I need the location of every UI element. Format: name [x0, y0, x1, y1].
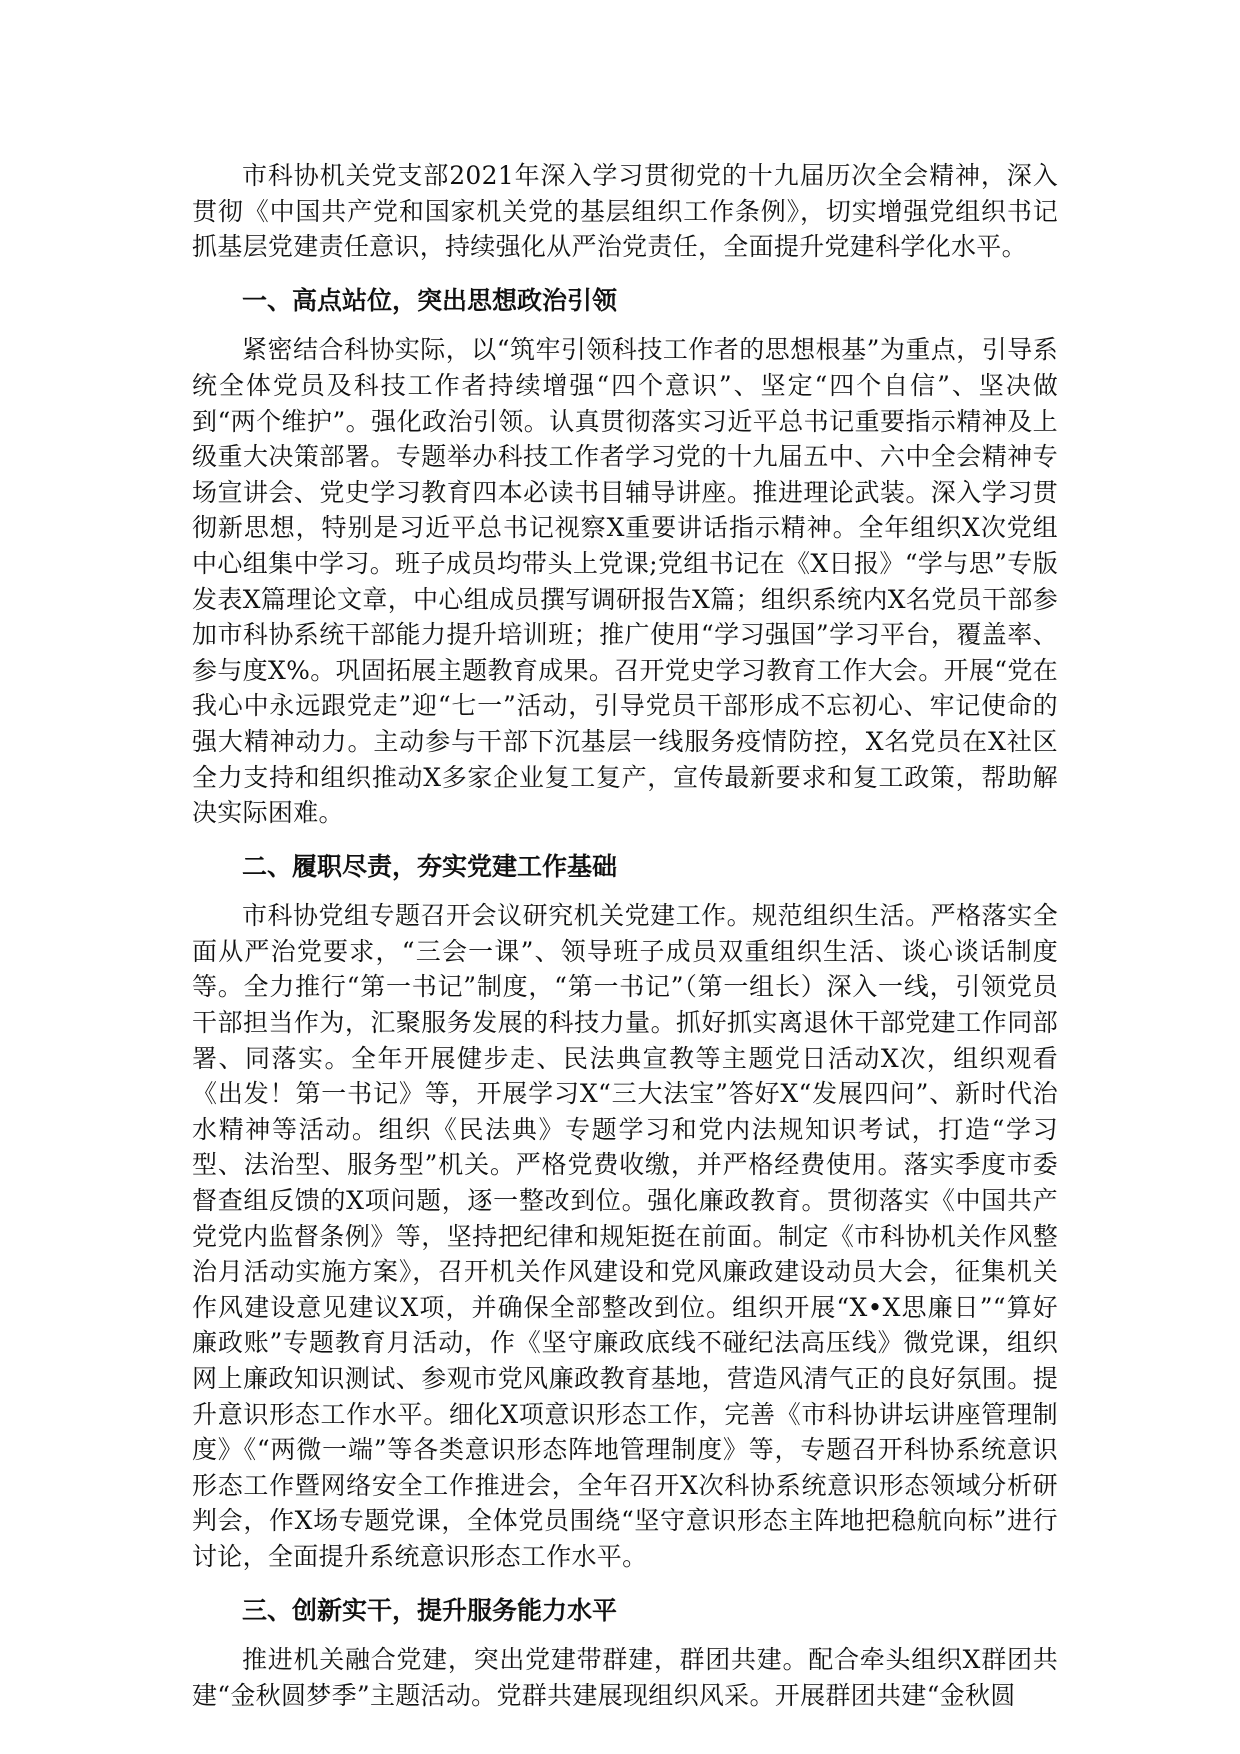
section-3-body: 推进机关融合党建，突出党建带群建，群团共建。配合牵头组织X群团共建“金秋圆梦季”主题活动。党群共建展现组织风采。开展群团共建“金秋圆	[192, 1645, 1058, 1710]
intro-paragraph: 市科协机关党支部2021年深入学习贯彻党的十九届历次全会精神，深入贯彻《中国共产党和国家机关党的基层组织工作条例》，切实增强党组织书记抓基层党建责任意识，持续强化从严治党责任，全面提升党建科学化水平。	[192, 161, 1058, 262]
spacer	[192, 318, 1058, 332]
document-page	[192, 158, 1058, 1713]
section-2-heading: 二、履职尽责，夯实党建工作基础	[242, 851, 618, 881]
spacer	[192, 831, 1058, 849]
section-3-heading: 三、创新实干，提升服务能力水平	[242, 1595, 618, 1625]
section-2-body: 市科协党组专题召开会议研究机关党建工作。规范组织生活。严格落实全面从严治党要求，“三会一课”、领导班子成员双重组织生活、谈心谈话制度等。全力推行“第一书记”制度，“第一书记”（第一组长）深入一线，引领党员干部担当作为，汇聚服务发展的科技力量。抓好抓实离退休干部党建工作同部署、同落实。全年开展健步走、民法典宣教等主题党日活动X次，组织观看《出发！第一书记》等，开展学习X“三大法宝”答好X“发展四问”、新时代治水精神等活动。组织《民法典》专题学习和党内法规知识考试，打造“学习型、法治型、服务型”机关。严格党费收缴，并严格经费使用。落实季度市委督查组反馈的X项问题，逐一整改到位。强化廉政教育。贯彻落实《中国共产党党内监督条例》等，坚持把纪律和规矩挺在前面。制定《市科协机关作风整治月活动实施方案》，召开机关作风建设和党风廉政建设动员大会，征集机关作风建设意见建议X项，并确保全部整改到位。组织开展“X•X思廉日”“算好廉政账”专题教育月活动，作《坚守廉政底线不碰纪法高压线》微党课，组织网上廉政知识测试、参观市党风廉政教育基地，营造风清气正的良好氛围。提升意识形态工作水平。细化X项意识形态工作，完善《市科协讲坛讲座管理制度》《“两微一端”等各类意识形态阵地管理制度》等，专题召开科协系统意识形态工作暨网络安全工作推进会，全年召开X次科协系统意识形态领域分析研判会，作X场专题党课，全体党员围绕“坚守意识形态主阵地把稳航向标”进行讨论，全面提升系统意识形态工作水平。	[192, 901, 1058, 1571]
spacer	[192, 265, 1058, 283]
spacer	[192, 884, 1058, 898]
spacer	[192, 1575, 1058, 1593]
section-1-heading: 一、高点站位，突出思想政治引领	[242, 285, 618, 315]
section-1-body: 紧密结合科协实际，以“筑牢引领科技工作者的思想根基”为重点，引导系统全体党员及科技工作者持续增强“四个意识”、坚定“四个自信”、坚决做到“两个维护”。强化政治引领。认真贯彻落实习近平总书记重要指示精神及上级重大决策部署。专题举办科技工作者学习党的十九届五中、六中全会精神专场宣讲会、党史学习教育四本必读书目辅导讲座。推进理论武装。深入学习贯彻新思想，特别是习近平总书记视察X重要讲话指示精神。全年组织X次党组中心组集中学习。班子成员均带头上党课;党组书记在《X日报》“学与思”专版发表X篇理论文章，中心组成员撰写调研报告X篇；组织系统内X名党员干部参加市科协系统干部能力提升培训班；推广使用“学习强国”学习平台，覆盖率、参与度X%。巩固拓展主题教育成果。召开党史学习教育工作大会。开展“党在我心中永远跟党走”迎“七一”活动，引导党员干部形成不忘初心、牢记使命的强大精神动力。主动参与干部下沉基层一线服务疫情防控，X名党员在X社区全力支持和组织推动X多家企业复工复产，宣传最新要求和复工政策，帮助解决实际困难。	[192, 335, 1058, 828]
spacer	[192, 1628, 1058, 1642]
